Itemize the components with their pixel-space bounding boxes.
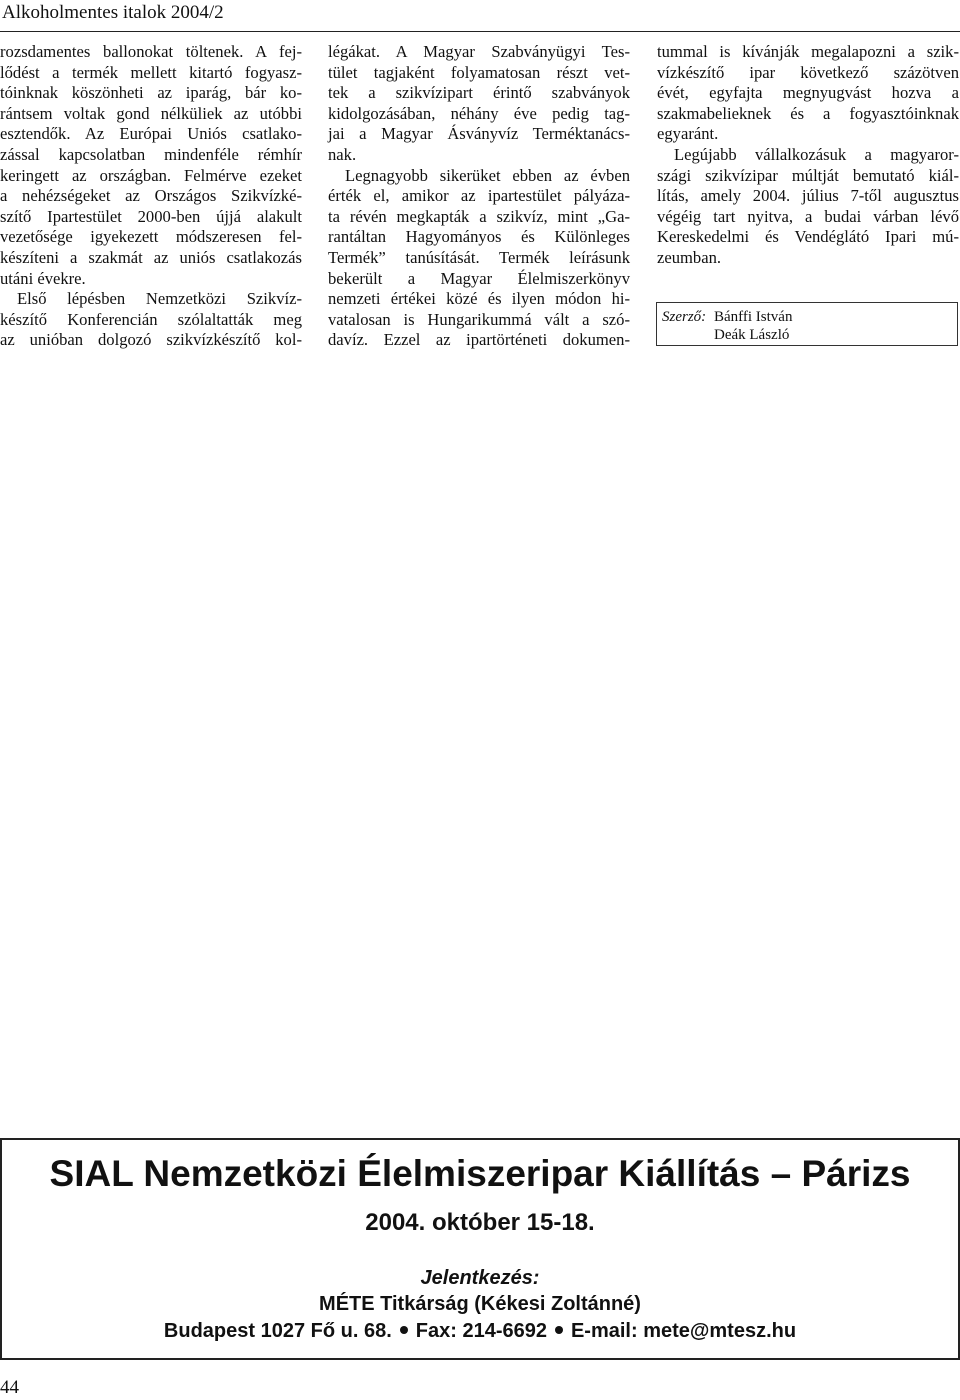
author-name: Bánffi István	[714, 309, 793, 325]
text-line: rozsdamentes ballonokat töltenek. A fej-	[0, 42, 302, 61]
running-header	[0, 0, 960, 32]
text-line: a nehézségeket az Országos Szikvízké-	[0, 186, 302, 206]
text-line: egyaránt.	[657, 124, 719, 144]
text-line: tek a szikvízipart érintő szabványok	[328, 83, 630, 103]
text-line: vízkészítő ipar következő százötven	[657, 62, 959, 82]
running-title: Alkoholmentes italok 2004/2	[2, 2, 224, 23]
event-banner	[0, 1138, 960, 1360]
fax-text: Fax: 214-6692	[415, 1320, 547, 1342]
text-line: az unióban dolgozó szikvízkészítő kol-	[0, 330, 302, 350]
text-line: nak.	[328, 144, 357, 164]
text-line: szakmabelieknek és a fogyasztóinknak	[657, 103, 959, 123]
text-line: Legnagyobb sikerüket ebben az évben	[345, 165, 630, 185]
email-text: E-mail: mete@mtesz.hu	[570, 1320, 797, 1342]
text-line: tummal is kívánják megalapozni a szik-	[657, 42, 959, 61]
text-line: Első lépésben Nemzetközi Szikvíz-	[17, 289, 302, 309]
author-box	[656, 302, 958, 346]
article-column-1	[0, 42, 302, 351]
bullet-icon	[555, 1326, 563, 1334]
text-line: lítás, amely 2004. július 7-től augusztus	[657, 186, 959, 206]
banner-title: SIAL Nemzetközi Élelmiszeripar Kiállítás – Párizs	[49, 1153, 911, 1194]
article-column-3	[657, 42, 959, 269]
organizer-line: MÉTE Titkárság (Kékesi Zoltánné)	[319, 1293, 641, 1315]
text-line: ta révén megkapták a szikvíz, mint „Ga-	[328, 206, 630, 226]
text-line: szági szikvízipar múltját bemutató kiál-	[657, 165, 959, 185]
text-line: tület tagjaként folyamatosan részt vet-	[328, 62, 630, 82]
text-line: vatalosan is Hungarikummá vált a szó-	[328, 309, 630, 329]
text-line: nemzeti értékei közé és ilyen módon hi-	[328, 289, 630, 309]
text-line: jai a Magyar Ásványvíz Terméktanács-	[328, 124, 630, 144]
text-line: zeumban.	[657, 247, 722, 267]
text-line: rántsem voltak gond nélküliek az utóbbi	[0, 103, 302, 123]
text-line: Termék” tanúsítását. Termék leírásunk	[328, 247, 630, 267]
text-line: készítő Konferencián szólaltatták meg	[0, 309, 302, 329]
text-line: utáni évekre.	[0, 268, 86, 288]
address-text: Budapest 1027 Fő u. 68.	[163, 1320, 392, 1342]
text-line: zással kapcsolatban mindenféle rémhír	[0, 144, 302, 164]
text-line: légákat. A Magyar Szabványügyi Tes-	[328, 42, 630, 61]
text-line: készíteni a szakmát az uniós csatlakozás	[0, 247, 302, 267]
page-number: 44	[0, 1377, 19, 1398]
text-line: érték el, amikor az ipartestület pályáza-	[328, 186, 630, 206]
text-line: tóinknak köszönheti az iparág, bár ko-	[0, 83, 302, 103]
text-line: évét, egyfajta megnyugvást hozva a	[657, 83, 959, 103]
text-line: végéig tart nyitva, a budai várban lévő	[657, 206, 959, 226]
text-line: esztendők. Az Európai Uniós csatlako-	[0, 124, 302, 144]
text-line: lődést a termék mellett kitartó fogyasz-	[0, 62, 302, 82]
banner-date: 2004. október 15-18.	[365, 1209, 595, 1236]
text-line: Kereskedelmi és Vendéglátó Ipari mú-	[657, 227, 959, 247]
text-line: vezetősége igyekezett módszeresen fel-	[0, 227, 302, 247]
bullet-icon	[400, 1326, 408, 1334]
contact-line	[2, 1319, 958, 1343]
text-line: bekerült a Magyar Élelmiszerkönyv	[328, 268, 630, 288]
registration-label: Jelentkezés:	[420, 1267, 540, 1289]
text-line: keringett az országban. Felmérve ezeket	[0, 165, 302, 185]
author-name: Deák László	[714, 327, 790, 343]
text-line: davíz. Ezzel az ipartörténeti dokumen-	[328, 330, 630, 350]
text-line: Legújabb vállalkozásuk a magyaror-	[674, 144, 959, 164]
text-line: szítő Ipartestület 2000-ben újjá alakult	[0, 206, 302, 226]
text-line: kidolgozásában, néhány éve pedig tag-	[328, 103, 630, 123]
author-label: Szerző:	[662, 309, 707, 325]
article-column-2	[328, 42, 630, 351]
text-line: rantáltan Hagyományos és Különleges	[328, 227, 630, 247]
